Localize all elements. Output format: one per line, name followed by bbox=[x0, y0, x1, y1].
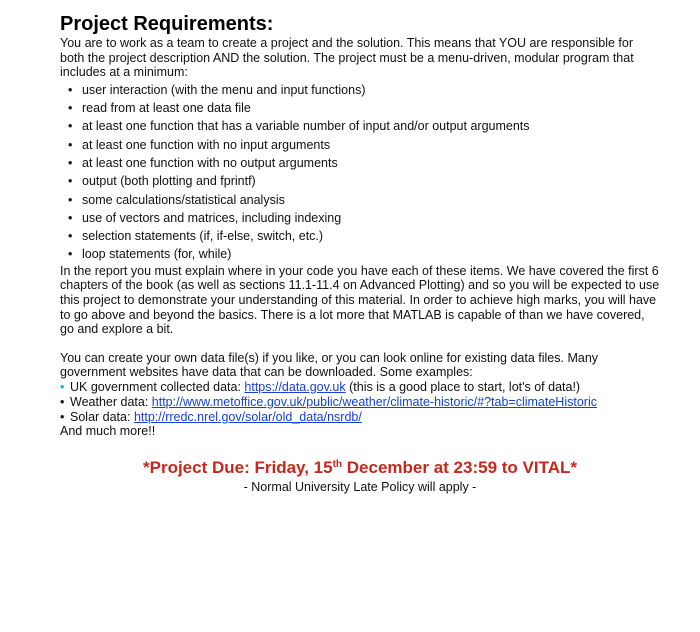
bullet-icon: • bbox=[60, 394, 65, 409]
requirements-list bbox=[60, 81, 660, 264]
data-intro-paragraph: You can create your own data file(s) if you like, or you can look online for existing data files. Many government websites have data that can be downloaded. Some examples: bbox=[60, 350, 599, 380]
example-note: (this is a good place to start, lot's of data!) bbox=[345, 379, 581, 394]
list-item: • selection statements (if, if-else, switch, etc.) bbox=[68, 227, 660, 245]
solar-data-link[interactable]: http://rredc.nrel.gov/solar/old_data/nsrdb/ bbox=[133, 409, 362, 424]
examples-list bbox=[60, 380, 660, 424]
document-page bbox=[60, 12, 660, 495]
list-item: • output (both plotting and fprintf) bbox=[68, 172, 660, 190]
bullet-icon: • bbox=[60, 379, 65, 394]
example-label: Weather data: bbox=[70, 394, 152, 409]
list-item: • at least one function with no input arguments bbox=[68, 136, 660, 154]
report-paragraph: In the report you must explain where in your code you have each of these items. We have covered the first 6 chapters of the book (as well as sections 11.1-11.4 on Advanced Plotting) and so you will be expected to use this project to demonstrate your understanding of this material. In order to achieve high marks, you will have to go above and beyond the basics. There is a lot more that MATLAB is capable of than we have covered, go and explore a bit. bbox=[60, 263, 660, 337]
list-item: • some calculations/statistical analysis bbox=[68, 191, 660, 209]
list-item: • at least one function that has a variable number of input and/or output arguments bbox=[68, 117, 660, 135]
due-rest: December at 23:59 to VITAL* bbox=[342, 457, 577, 477]
due-ordinal: th bbox=[332, 458, 343, 470]
list-item: • user interaction (with the menu and input functions) bbox=[68, 81, 660, 99]
uk-gov-data-link[interactable]: https://data.gov.uk bbox=[244, 379, 346, 394]
weather-data-link[interactable]: http://www.metoffice.gov.uk/public/weather/climate-historic/#?tab=climateHistoric bbox=[151, 394, 597, 409]
list-item: • at least one function with no output arguments bbox=[68, 154, 660, 172]
example-item-uk-gov bbox=[60, 380, 660, 395]
bullet-icon: • bbox=[60, 409, 65, 424]
list-item: • read from at least one data file bbox=[68, 99, 660, 117]
late-policy-note: - Normal University Late Policy will apply - bbox=[243, 479, 477, 494]
project-due-notice bbox=[60, 457, 660, 479]
example-item-weather bbox=[60, 395, 660, 410]
example-item-solar bbox=[60, 410, 660, 425]
due-prefix: *Project Due: Friday, 15 bbox=[143, 457, 333, 477]
more-text: And much more!! bbox=[60, 424, 156, 439]
list-item: • loop statements (for, while) bbox=[68, 245, 660, 263]
intro-paragraph: You are to work as a team to create a project and the solution. This means that YOU are responsible for both the project description AND the solution. The project must be a menu-driven, modular program that includes at a minimum: bbox=[60, 36, 634, 80]
example-label: Solar data: bbox=[70, 409, 134, 424]
list-item: • use of vectors and matrices, including indexing bbox=[68, 209, 660, 227]
example-label: UK government collected data: bbox=[70, 379, 245, 394]
page-title: Project Requirements: bbox=[60, 13, 274, 35]
